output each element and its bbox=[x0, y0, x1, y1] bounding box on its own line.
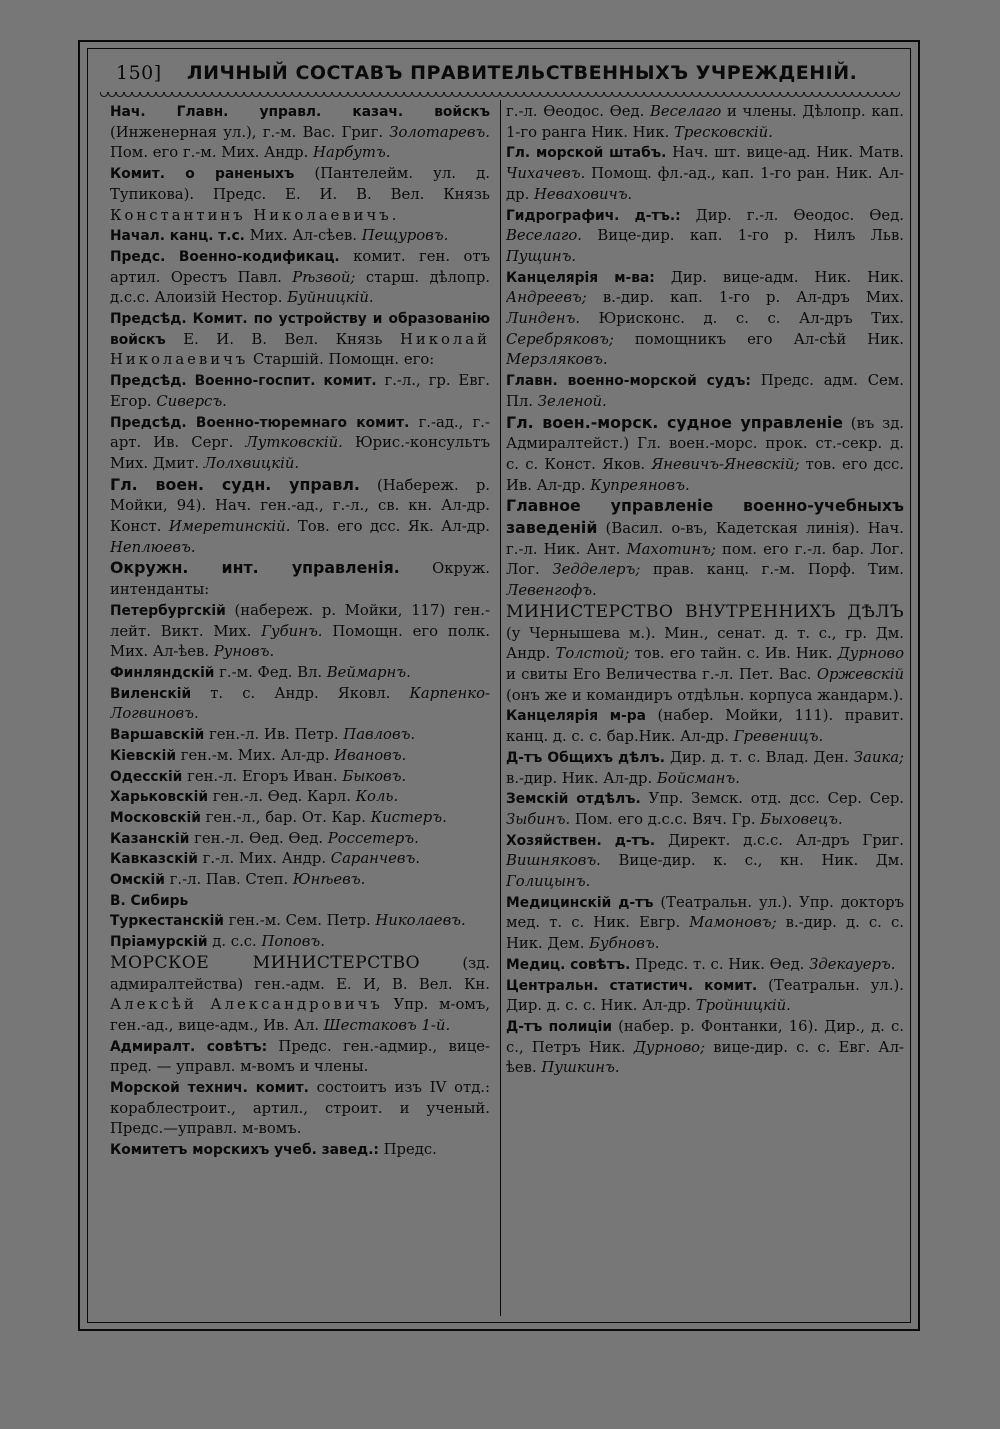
entry-heading: Казанскій bbox=[110, 830, 190, 847]
section-heading: МИНИСТЕРСТВО ВНУТРЕННИХЪ ДѢЛЪ bbox=[506, 601, 904, 622]
entry-text: Е. И. В. Вел. Князь bbox=[165, 330, 400, 348]
directory-entry bbox=[110, 226, 490, 247]
directory-entry bbox=[506, 102, 904, 143]
entry-text: Помощ. фл.-ад., кап. 1-го ран. Ник. Ал-др. bbox=[506, 165, 904, 203]
entry-text: комит. ген. отъ артил. Орестъ Павл. bbox=[110, 247, 490, 286]
person-surname: Пушкинъ. bbox=[541, 1059, 620, 1077]
entry-text: г.-л., гр. Евг. Егор. bbox=[110, 372, 490, 410]
person-surname: Шестаковъ 1-й. bbox=[323, 1016, 451, 1034]
directory-entry bbox=[110, 684, 490, 725]
directory-entry bbox=[110, 164, 490, 226]
directory-entry bbox=[110, 787, 490, 808]
entry-text: в.-дир. кап. 1-го р. Ал-дръ Мих. bbox=[586, 289, 904, 307]
entry-heading: Предсѣд. Военно-госпит. комит. bbox=[110, 373, 377, 390]
person-surname: Быковъ. bbox=[342, 767, 407, 785]
directory-entry bbox=[110, 829, 490, 850]
directory-entry bbox=[506, 976, 904, 1017]
right-column bbox=[506, 102, 904, 1318]
entry-heading: Гидрографич. д-тъ.: bbox=[506, 207, 681, 224]
running-title: ЛИЧНЫЙ СОСТАВЪ ПРАВИТЕЛЬСТВЕННЫХЪ УЧРЕЖДЕНІЙ. bbox=[186, 62, 858, 84]
entry-text: Вице-дир. к. с., кн. Ник. Дм. bbox=[600, 852, 904, 870]
entry-heading: Начал. канц. т.с. bbox=[110, 228, 245, 245]
entry-heading: Центральн. статистич. комит. bbox=[506, 977, 758, 994]
directory-entry bbox=[110, 413, 490, 475]
directory-entry bbox=[110, 891, 490, 912]
directory-entry bbox=[506, 413, 904, 497]
directory-entry bbox=[110, 953, 490, 1037]
entry-heading: Московскій bbox=[110, 809, 201, 826]
entry-heading: Петербургскій bbox=[110, 602, 226, 619]
entry-heading: Варшавскій bbox=[110, 727, 205, 744]
entry-heading: Комитетъ морскихъ учеб. завед.: bbox=[110, 1142, 379, 1159]
directory-entry bbox=[506, 206, 904, 268]
spaced-name: Алексѣй Александровичъ bbox=[110, 996, 383, 1014]
entry-text: в.-дир. Ник. Ал-др. bbox=[506, 769, 657, 787]
directory-entry bbox=[110, 746, 490, 767]
person-surname: Тресковскій. bbox=[674, 123, 773, 141]
header-wavy-rule bbox=[100, 92, 900, 100]
person-surname: Мерзляковъ. bbox=[506, 351, 608, 369]
entry-text: (Театральн. ул.). Упр. докторъ мед. т. с. Ник. Евгр. bbox=[506, 893, 904, 932]
entry-text: г.-л. Ѳеодос. Ѳед. bbox=[506, 103, 651, 120]
entry-text: г.-м. Фед. Вл. bbox=[214, 663, 327, 681]
person-surname: Имеретинскій. bbox=[168, 518, 291, 536]
person-surname: Поповъ. bbox=[261, 933, 325, 951]
entry-heading-large: Гл. воен. судн. управл. bbox=[110, 474, 360, 494]
entry-heading: Канцелярія м-ва: bbox=[506, 269, 655, 286]
person-surname: Николаевъ. bbox=[375, 912, 466, 930]
entry-text: Вице-дир. кап. 1-го р. Нилъ Льв. bbox=[582, 227, 904, 245]
person-surname: Махотинъ; bbox=[626, 540, 716, 558]
directory-entry bbox=[506, 496, 904, 602]
entry-text: (набер. Мойки, 111). правит. канц. д. с. с. бар.Ник. Ал-др. bbox=[506, 707, 904, 746]
entry-text: ген.-л. Ив. Петр. bbox=[204, 726, 344, 744]
entry-text: ген.-л., бар. От. Кар. bbox=[200, 808, 371, 826]
entry-text: Юрисконс. д. с. с. Ал-дръ Тих. bbox=[580, 310, 904, 328]
column-divider bbox=[500, 100, 501, 1316]
person-surname: Яневичъ-Яневскій; bbox=[651, 455, 800, 473]
entry-text: помощникъ его Ал-сѣй Ник. bbox=[613, 330, 904, 348]
entry-heading: Харьковскій bbox=[110, 789, 209, 806]
entry-heading-large: Гл. воен.-морск. судное управленіе bbox=[506, 412, 844, 432]
directory-entry bbox=[506, 955, 904, 976]
entry-text: (Инженерная ул.), г.-м. Вас. Григ. bbox=[110, 123, 390, 141]
entry-text: ген.-м. Мих. Ал-др. bbox=[176, 746, 335, 764]
entry-text: (Васил. о-въ, Кадетская линія). Нач. г.-л. Ник. Ант. bbox=[506, 520, 904, 558]
person-surname: Карпенко-Логвиновъ. bbox=[110, 684, 490, 723]
person-surname: Купреяновъ. bbox=[590, 476, 690, 494]
entry-text: Директ. д.с.с. Ал-дръ Григ. bbox=[655, 831, 904, 849]
person-surname: Здекауеръ. bbox=[809, 955, 896, 973]
page-number: 150] bbox=[116, 62, 162, 84]
person-surname: Павловъ. bbox=[343, 726, 416, 744]
person-surname: Линденъ. bbox=[506, 310, 581, 328]
directory-entry bbox=[110, 663, 490, 684]
entry-heading: Одесскій bbox=[110, 768, 183, 785]
directory-entry bbox=[110, 309, 490, 371]
entry-heading: Предс. Военно-кодификац. bbox=[110, 248, 340, 265]
entry-heading: Пріамурскій bbox=[110, 934, 208, 951]
person-surname: Веймарнъ. bbox=[326, 663, 411, 681]
directory-entry bbox=[506, 893, 904, 955]
person-surname: Губинъ. bbox=[261, 622, 323, 640]
entry-text: Дир. вице-адм. Ник. Ник. bbox=[654, 268, 904, 286]
directory-entry bbox=[506, 602, 904, 707]
entry-heading: Медицинскій д-тъ bbox=[506, 894, 654, 911]
directory-entry bbox=[506, 268, 904, 372]
entry-text: Дир. г.-л. Ѳеодос. Ѳед. bbox=[680, 206, 904, 224]
entry-text: Старшій. Помощн. его: bbox=[248, 351, 435, 369]
entry-heading: Нач. Главн. управл. казач. войскъ bbox=[110, 104, 490, 120]
person-surname: Толстой; bbox=[555, 645, 630, 663]
directory-entry bbox=[506, 706, 904, 747]
directory-entry bbox=[506, 748, 904, 789]
entry-heading: Д-тъ полиціи bbox=[506, 1018, 613, 1035]
person-surname: Гревеницъ. bbox=[733, 728, 824, 746]
section-heading: МОРСКОЕ МИНИСТЕРСТВО bbox=[110, 952, 421, 973]
person-surname: Золотаревъ. bbox=[389, 123, 490, 141]
entry-text: Тов. его дсс. Як. Ал-др. bbox=[290, 518, 490, 536]
directory-entry bbox=[110, 475, 490, 559]
person-surname: Бойсманъ. bbox=[656, 769, 740, 787]
entry-text: ген.-л. Ѳед. Ѳед. bbox=[189, 829, 328, 847]
person-surname: Быховецъ. bbox=[760, 810, 843, 828]
person-surname: Неплюевъ. bbox=[110, 538, 196, 556]
person-surname: Руновъ. bbox=[213, 643, 275, 661]
spaced-name: Николай Николаевичъ bbox=[110, 330, 490, 369]
person-surname: Зеленой. bbox=[537, 392, 607, 410]
entry-heading: Морской технич. комит. bbox=[110, 1080, 309, 1097]
entry-text: Мих. Ал-сѣев. bbox=[244, 227, 362, 245]
person-surname: Пущинъ. bbox=[506, 247, 577, 265]
entry-text: прав. канц. г.-м. Порф. Тим. bbox=[640, 561, 904, 579]
entry-heading: Земскій отдѣлъ. bbox=[506, 791, 641, 808]
entry-text: (набереж. р. Мойки, 117) ген.-лейт. Викт. Мих. bbox=[110, 601, 490, 640]
person-surname: Зедделеръ; bbox=[552, 561, 641, 579]
person-surname: Чихачевъ. bbox=[506, 165, 586, 183]
person-surname: Саранчевъ. bbox=[330, 850, 421, 868]
entry-text: г.-л. Пав. Степ. bbox=[164, 871, 293, 889]
directory-entry bbox=[506, 143, 904, 205]
entry-text: ген.-л. Ѳед. Карл. bbox=[208, 788, 356, 806]
person-surname: Голицынъ. bbox=[506, 873, 591, 891]
entry-text: Помощн. его полк. Мих. Ал-ѣев. bbox=[110, 622, 490, 661]
directory-entry bbox=[110, 102, 490, 164]
entry-text: пом. его г.-л. бар. Лог. Лог. bbox=[506, 540, 904, 579]
entry-heading: Д-тъ Общихъ дѣлъ. bbox=[506, 749, 666, 766]
directory-entry bbox=[110, 911, 490, 932]
entry-heading: Главн. военно-морской судъ: bbox=[506, 373, 751, 390]
person-surname: Пещуровъ. bbox=[361, 227, 449, 245]
entry-text: Окруж. интенданты: bbox=[110, 560, 490, 599]
directory-entry bbox=[506, 1017, 904, 1079]
entry-heading: Комит. о раненыхъ bbox=[110, 166, 295, 183]
person-surname: Веселаго bbox=[650, 103, 722, 120]
person-surname: Юнѣевъ. bbox=[292, 871, 366, 889]
entry-heading: Медиц. совѣтъ. bbox=[506, 956, 631, 973]
entry-text: ген.-л. Егоръ Иван. bbox=[182, 767, 343, 785]
entry-text: тов. его дсс. Ив. Ал-др. bbox=[506, 455, 904, 494]
entry-heading: Кіевскій bbox=[110, 747, 177, 764]
entry-text: Пом. его г.-м. Мих. Андр. bbox=[110, 144, 314, 162]
entry-text: (Пантелейм. ул. д. Тупикова). Предс. Е. И. В. Вел. Князь bbox=[110, 165, 490, 203]
person-surname: Рѣзвой; bbox=[292, 268, 356, 286]
directory-entry bbox=[110, 601, 490, 663]
directory-entry bbox=[506, 789, 904, 830]
directory-entry bbox=[110, 1037, 490, 1078]
person-surname: Заика; bbox=[853, 748, 904, 766]
person-surname: Веселаго. bbox=[506, 227, 583, 245]
entry-text: ген.-м. Сем. Петр. bbox=[223, 912, 376, 930]
directory-entry bbox=[110, 1078, 490, 1140]
person-surname: Буйницкій. bbox=[287, 289, 374, 307]
person-surname: Дурново; bbox=[633, 1038, 706, 1056]
person-surname: Тройницкій. bbox=[695, 997, 791, 1015]
entry-text: и члены. Дѣлопр. кап. 1-го ранга Ник. Ник. bbox=[506, 103, 904, 141]
directory-entry bbox=[110, 371, 490, 412]
entry-text: (въ зд. Адмиралтейст.) Гл. воен.-морс. прок. ст.-секр. д. с. с. Конст. Яков. bbox=[506, 414, 904, 473]
left-column bbox=[110, 102, 490, 1318]
entry-heading: Гл. морской штабъ. bbox=[506, 145, 667, 162]
person-surname: Коль. bbox=[355, 788, 399, 806]
entry-heading: Омскій bbox=[110, 872, 165, 889]
person-surname: Оржевскій bbox=[816, 665, 904, 683]
person-surname: Ивановъ. bbox=[334, 746, 407, 764]
entry-text: тов. его тайн. с. Ив. Ник. bbox=[629, 645, 838, 663]
person-surname: Зыбинъ. bbox=[506, 810, 571, 828]
entry-text: Юрис.-консультъ Мих. Дмит. bbox=[110, 434, 490, 472]
entry-heading: Хозяйствен. д-тъ. bbox=[506, 832, 656, 849]
entry-text: т. с. Андр. Яковл. bbox=[191, 684, 410, 702]
entry-text: Предс. bbox=[378, 1141, 437, 1159]
entry-heading-large: Окружн. инт. управленія. bbox=[110, 558, 400, 578]
entry-text: вице-дир. с. с. Евг. Ал-ѣев. bbox=[506, 1038, 904, 1077]
entry-heading-large: Главное управленіе военно-учебныхъ заведеній bbox=[506, 496, 904, 538]
entry-text: (набер. р. Фонтанки, 16). Дир., д. с. с., Петръ Ник. bbox=[506, 1017, 904, 1056]
entry-heading: Предсѣд. Комит. по устройству и образованію войскъ bbox=[110, 311, 490, 348]
person-surname: Россетеръ. bbox=[327, 829, 419, 847]
entry-text: (Набереж. р. Мойки, 94). Нач. ген.-ад., г.-л., св. кн. Ал-др. Конст. bbox=[110, 476, 490, 536]
page-header bbox=[116, 62, 896, 92]
entry-text: Предс. т. с. Ник. Ѳед. bbox=[630, 955, 810, 973]
person-surname: Серебряковъ; bbox=[506, 330, 614, 348]
entry-text: (онъ же и командиръ отдѣльн. корпуса жандарм.). bbox=[506, 686, 904, 704]
person-surname: Мамоновъ; bbox=[689, 914, 777, 932]
entry-text: г.-ад., г.-арт. Ив. Серг. bbox=[110, 413, 490, 452]
directory-entry bbox=[110, 870, 490, 891]
entry-text: Предс. ген.-адмир., вице-пред. — управл. м-вомъ и члены. bbox=[110, 1037, 490, 1076]
entry-text: г.-л. Мих. Андр. bbox=[197, 850, 331, 868]
directory-entry bbox=[110, 849, 490, 870]
entry-text: (Театральн. ул.). Дир. д. с. с. Ник. Ал-др. bbox=[506, 976, 904, 1015]
person-surname: Дурново bbox=[837, 645, 904, 663]
entry-text: состоитъ изъ IV отд.: кораблестроит., артил., строит. и ученый. Предс.—управл. м-вомъ. bbox=[110, 1079, 490, 1138]
directory-entry bbox=[506, 371, 904, 412]
entry-heading: Виленскій bbox=[110, 685, 192, 702]
entry-text: Упр. Земск. отд. дсс. Сер. Сер. bbox=[640, 790, 904, 808]
entry-heading: Кавказскій bbox=[110, 851, 198, 868]
entry-text: д. с.с. bbox=[207, 933, 262, 951]
entry-text: Упр. м-омъ, ген.-ад., вице-адм., Ив. Ал. bbox=[110, 996, 490, 1034]
directory-entry bbox=[110, 932, 490, 953]
entry-text: Дир. д. т. с. Влад. Ден. bbox=[665, 748, 854, 766]
entry-heading: В. Сибирь bbox=[110, 892, 189, 909]
entry-heading: Адмиралт. совѣтъ: bbox=[110, 1038, 268, 1055]
person-surname: Бубновъ. bbox=[589, 935, 660, 953]
person-surname: Сиверсъ. bbox=[156, 392, 227, 410]
entry-heading: Канцелярія м-ра bbox=[506, 708, 646, 725]
entry-text: и свиты Его Величества г.-л. Пет. Вас. bbox=[506, 665, 817, 683]
entry-text: Предс. адм. Сем. Пл. bbox=[506, 372, 904, 410]
directory-entry bbox=[110, 1140, 490, 1161]
directory-entry bbox=[110, 767, 490, 788]
spaced-name: Константинъ Николаевичъ. bbox=[110, 206, 400, 224]
person-surname: Кистеръ. bbox=[370, 808, 447, 826]
entry-text: Нач. шт. вице-ад. Ник. Матв. bbox=[666, 144, 904, 162]
person-surname: Неваховичъ. bbox=[534, 185, 633, 203]
directory-entry bbox=[110, 558, 490, 600]
directory-entry bbox=[506, 831, 904, 893]
person-surname: Лолхвицкій. bbox=[203, 454, 300, 472]
directory-entry bbox=[110, 725, 490, 746]
entry-heading: Финляндскій bbox=[110, 664, 215, 681]
entry-text: (зд. адмиралтейства) ген.-адм. Е. И, В. Вел. Кн. bbox=[110, 954, 490, 993]
person-surname: Лутковскій. bbox=[245, 434, 343, 452]
directory-entry bbox=[110, 247, 490, 309]
person-surname: Левенгофъ. bbox=[506, 582, 597, 600]
entry-heading: Предсѣд. Военно-тюремнаго комит. bbox=[110, 414, 410, 431]
person-surname: Андреевъ; bbox=[506, 289, 587, 307]
person-surname: Нарбутъ. bbox=[313, 144, 391, 162]
person-surname: Вишняковъ. bbox=[506, 852, 601, 870]
entry-text: старш. дѣлопр. д.с.с. Алоизій Нестор. bbox=[110, 268, 490, 307]
entry-text: в.-дир. д. с. с. Ник. Дем. bbox=[506, 914, 904, 953]
entry-heading: Туркестанскій bbox=[110, 913, 224, 930]
directory-entry bbox=[110, 808, 490, 829]
entry-text: (у Чернышева м.). Мин., сенат. д. т. с., гр. Дм. Андр. bbox=[506, 624, 904, 663]
entry-text: Пом. его д.с.с. Вяч. Гр. bbox=[570, 810, 761, 828]
